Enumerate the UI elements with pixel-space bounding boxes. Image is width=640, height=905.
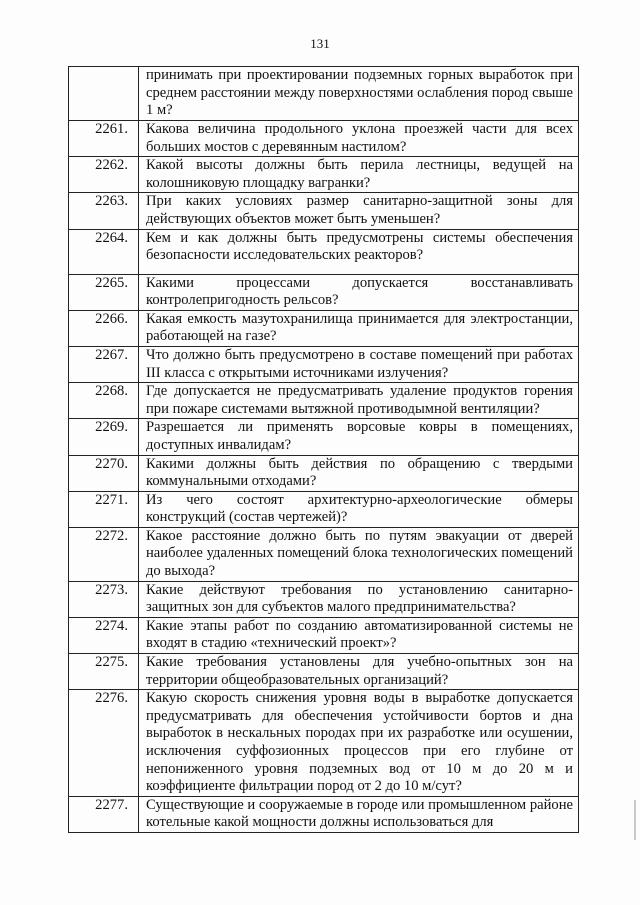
question-text: Из чего состоят архитектурно-археологические обмеры конструкций (состав чертежей)? [146,491,573,526]
question-cell [139,690,579,797]
question-text: Разрешается ли применять ворсовые ковры в помещениях, доступных инвалидам? [146,419,573,453]
question-cell [139,654,579,690]
questions-table [68,66,579,833]
row-number: 2263. [69,193,139,229]
table-row [69,491,579,527]
row-number: 2275. [69,654,139,690]
row-number: 2270. [69,455,139,491]
question-cell [139,581,579,617]
question-cell [139,455,579,491]
question-text: Существующие и сооружаемые в городе или промышленном районе котельные какой мощности должны использоваться для [146,796,573,831]
table-row [69,157,579,193]
row-number: 2266. [69,310,139,346]
table-row [69,274,579,310]
question-cell [139,346,579,382]
row-number: 2267. [69,346,139,382]
question-text: Какими должны быть действия по обращению с твердыми коммунальными отходами? [146,455,573,490]
question-cell [139,157,579,193]
table-row [69,383,579,419]
row-number: 2268. [69,383,139,419]
table-row [69,581,579,617]
table-row [69,193,579,229]
question-cell [139,617,579,653]
question-text: Какие действуют требования по установлению санитарно-защитных зон для субъектов малого предпринимательства? [146,581,573,616]
question-text: Какая емкость мазутохранилища принимается для электростанции, работающей на газе? [146,310,573,345]
question-cell [139,527,579,581]
table-row [69,527,579,581]
table-row [69,654,579,690]
question-text: Какие этапы работ по созданию автоматизированной системы не входят в стадию «технический проект»? [146,617,573,652]
row-number: 2272. [69,527,139,581]
row-number: 2269. [69,419,139,455]
question-cell [139,796,579,832]
row-number: 2273. [69,581,139,617]
question-text: При каких условиях размер санитарно-защитной зоны для действующих объектов может быть уменьшен? [146,193,573,227]
table-row [69,617,579,653]
question-text: Что должно быть предусмотрено в составе помещений при работах III класса с открытыми источниками излучения? [146,346,573,381]
question-cell [139,67,579,121]
page-number: 131 [310,36,330,51]
question-cell [139,274,579,310]
question-cell [139,229,579,274]
question-cell [139,121,579,157]
row-number: 2261. [69,121,139,157]
table-row [69,419,579,455]
table-row [69,229,579,274]
row-number: 2265. [69,274,139,310]
row-number: 2277. [69,796,139,832]
question-text: Какие требования установлены для учебно-опытных зон на территории общеобразовательных организаций? [146,654,573,688]
row-number: 2264. [69,229,139,274]
question-text: Какую скорость снижения уровня воды в выработке допускается предусматривать для обеспечения устойчивости бортов и дна выработок в нескальных породах при их разработке или осушении, исключения суффозионных процессов при его глубине от непониженного уровня подземных вод от 10 м до 20 м и коэффициенте фильтрации пород от 2 до 10 м/сут? [146,690,573,795]
row-number [69,67,139,121]
question-cell [139,491,579,527]
question-text: Какова величина продольного уклона проезжей части для всех больших мостов с деревянным настилом? [146,121,573,155]
table-row [69,455,579,491]
question-text: Какими процессами допускается восстанавливать контролепригодность рельсов? [146,274,573,309]
question-text: Какой высоты должны быть перила лестницы, ведущей на колошниковую площадку вагранки? [146,157,573,191]
question-text: Кем и как должны быть предусмотрены системы обеспечения безопасности исследовательских реакторов? [146,229,573,264]
table-row [69,121,579,157]
row-number: 2276. [69,690,139,797]
table-row [69,690,579,797]
question-cell [139,383,579,419]
question-cell [139,193,579,229]
question-text: Какое расстояние должно быть по путям эвакуации от дверей наиболее удаленных помещений блока технологических помещений до выхода? [146,527,573,580]
table-row [69,796,579,832]
row-number: 2271. [69,491,139,527]
row-number: 2274. [69,617,139,653]
scan-edge-mark [634,800,636,840]
question-text: Где допускается не предусматривать удаление продуктов горения при пожаре системами вытяжной противодымной вентиляции? [146,383,573,417]
table-row [69,67,579,121]
question-text: принимать при проектировании подземных горных выработок при среднем расстоянии между поверхностями ослабления пород свыше 1 м? [146,67,574,119]
table-row [69,346,579,382]
question-cell [139,419,579,455]
row-number: 2262. [69,157,139,193]
question-cell [139,310,579,346]
table-row [69,310,579,346]
